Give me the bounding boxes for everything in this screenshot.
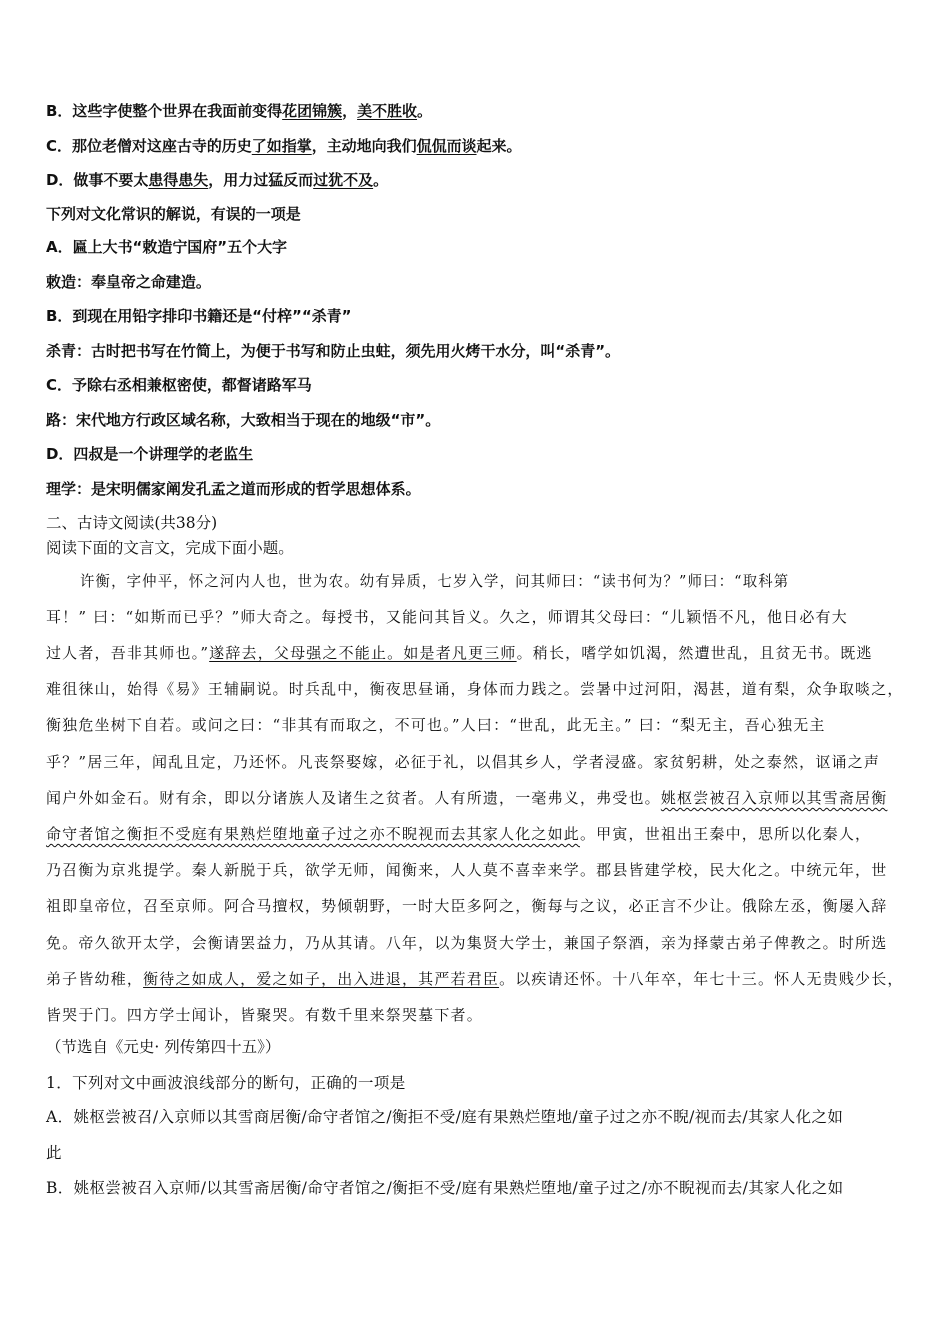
question-1-option-b: B．姚枢尝被召入京师/以其雪斋居衡/命守者馆之/衡拒不受/庭有果熟烂堕地/童子过之/亦不睨视而去/其家人化之如 xyxy=(46,1179,844,1197)
option-c-line xyxy=(46,135,905,157)
option-text: ，主动地向我们 xyxy=(311,137,417,155)
option-text: C．那位老僧对这座古寺的历史 xyxy=(46,137,252,155)
passage-line xyxy=(46,823,905,845)
passage-text: 弟子皆幼稚， xyxy=(46,970,144,988)
option-text: 。 xyxy=(417,102,433,120)
option-d-line xyxy=(46,169,905,191)
underlined-sentence: 遂辞去，父母强之不能止。如是者凡更三师 xyxy=(209,644,517,662)
underlined-sentence: 衡待之如成人，爱之如子，出入进退，其严若君臣 xyxy=(143,970,500,988)
passage-text: 。稍长，嗜学如饥渴，然遭世乱，且贫无书。既逃 xyxy=(516,644,873,662)
culture-option-b-note: 杀青：古时把书写在竹简上，为便于书写和防止虫蛀，须先用火烤干水分，叫“杀青”。 xyxy=(46,342,621,360)
passage-text: 。以疾请还怀。十八年卒，年七十三。怀人无贵贱少长， xyxy=(499,970,904,988)
question-1-option-a-cont: 此 xyxy=(46,1144,62,1162)
option-text: 。 xyxy=(373,171,389,189)
underlined-phrase: 美不胜收 xyxy=(357,102,418,120)
option-text: ， xyxy=(342,102,358,120)
option-text: 起来。 xyxy=(476,137,522,155)
option-text: D．做事不要太 xyxy=(46,171,149,189)
option-text: ，用力过猛反而 xyxy=(208,171,314,189)
wavy-underlined-text: 命守者馆之衡拒不受庭有果熟烂堕地童子过之亦不睨视而去其家人化之如此 xyxy=(46,825,580,843)
passage-line: 乃召衡为京兆提学。秦人新脱于兵，欲学无师，闻衡来，人人莫不喜幸来学。郡县皆建学校，民大化之。中统元年，世 xyxy=(46,861,888,879)
option-b-line xyxy=(46,100,905,122)
passage-line: 免。帝久欲开太学，会衡请罢益力，乃从其请。八年，以为集贤大学士，兼国子祭酒，亲为择蒙古弟子俾教之。时所选 xyxy=(46,934,888,952)
passage-line: 乎？”居三年，闻乱且定，乃还怀。凡丧祭娶嫁，必征于礼，以倡其乡人，学者浸盛。家贫躬耕，处之泰然，讴诵之声 xyxy=(46,753,881,771)
culture-option-a-note: 敕造：奉皇帝之命建造。 xyxy=(46,273,211,291)
passage-text: 闻户外如金石。财有余，即以分诸族人及诸生之贫者。人有所遗，一毫弗义，弗受也。 xyxy=(46,789,661,807)
question-1-stem: 1．下列对文中画波浪线部分的断句，正确的一项是 xyxy=(46,1074,406,1092)
section-instruction: 阅读下面的文言文，完成下面小题。 xyxy=(46,539,294,557)
underlined-phrase: 花团锦簇 xyxy=(282,102,343,120)
passage-line xyxy=(46,968,905,990)
culture-option-c-note: 路：宋代地方行政区域名称，大致相当于现在的地级“市”。 xyxy=(46,411,441,429)
passage-line: 祖即皇帝位，召至京师。阿合马擅权，势倾朝野，一时大臣多阿之，衡每与之议，必正言不少让。俄除左丞，衡屡入辞 xyxy=(46,897,888,915)
passage-line: 耳！” 曰：“如斯而已乎？”师大奇之。每授书，又能问其旨义。久之，师谓其父母曰：“儿颖悟不凡，他日必有大 xyxy=(46,608,848,626)
section-title: 二、古诗文阅读(共38分) xyxy=(46,514,218,532)
culture-option-d: D．四叔是一个讲理学的老监生 xyxy=(46,445,254,463)
culture-option-c: C．予除右丞相兼枢密使，都督诸路军马 xyxy=(46,376,312,394)
passage-line xyxy=(46,642,905,664)
passage-line: 皆哭于门。四方学士闻讣，皆聚哭。有数千里来祭哭墓下者。 xyxy=(46,1006,483,1024)
passage-line: 衡独危坐树下自若。或问之曰：“非其有而取之，不可也。”人曰：“世乱，此无主。” 曰：“梨无主，吾心独无主 xyxy=(46,716,826,734)
passage-text: 。甲寅，世祖出王秦中，思所以化秦人， xyxy=(579,825,872,843)
culture-question-stem: 下列对文化常识的解说，有误的一项是 xyxy=(46,205,301,223)
wavy-underlined-text: 姚枢尝被召入京师以其雪斋居衡 xyxy=(660,789,888,807)
passage-line: 难徂徕山，始得《易》王辅嗣说。时兵乱中，衡夜思昼诵，身体而力践之。尝暑中过河阳，渴甚，道有梨，众争取啖之， xyxy=(46,680,904,698)
question-1-option-a: A．姚枢尝被召/入京师以其雪商居衡/命守者馆之/衡拒不受/庭有果熟烂堕地/童子过之亦不睨/视而去/其家人化之如 xyxy=(46,1108,844,1126)
culture-option-a: A．匾上大书“敕造宁国府”五个大字 xyxy=(46,238,288,256)
underlined-phrase: 患得患失 xyxy=(148,171,209,189)
passage-source: （节选自《元史· 列传第四十五》） xyxy=(46,1038,281,1056)
option-text: B．这些字使整个世界在我面前变得 xyxy=(46,102,283,120)
passage-line: 许衡，字仲平，怀之河内人也，世为农。幼有异质，七岁入学，问其师曰：“读书何为？”师曰：“取科第 xyxy=(80,572,790,590)
underlined-phrase: 侃侃而谈 xyxy=(416,137,477,155)
culture-option-b: B．到现在用铅字排印书籍还是“付梓”“杀青” xyxy=(46,307,352,325)
passage-text: 过人者，吾非其师也。” xyxy=(46,644,210,662)
underlined-phrase: 过犹不及 xyxy=(313,171,374,189)
underlined-phrase: 了如指掌 xyxy=(251,137,312,155)
culture-option-d-note: 理学：是宋明儒家阐发孔孟之道而形成的哲学思想体系。 xyxy=(46,480,421,498)
passage-line xyxy=(46,787,905,809)
